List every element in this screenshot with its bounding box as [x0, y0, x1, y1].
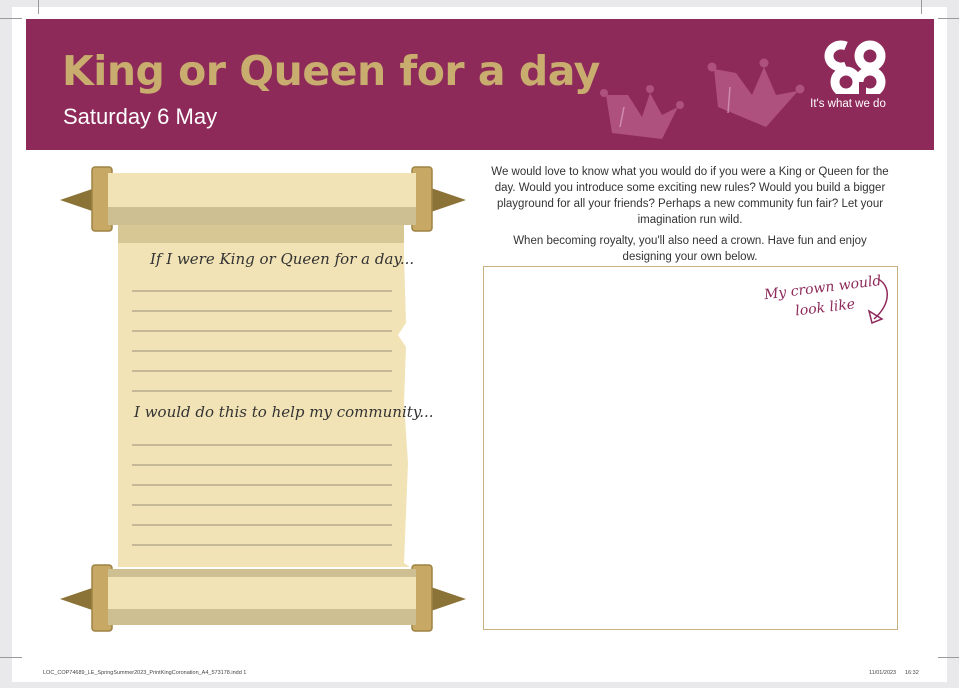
crown-box-label: My crown would look like [763, 272, 883, 320]
intro-text [490, 164, 890, 270]
coop-logo [786, 30, 908, 94]
footer-time: 16:32 [905, 670, 919, 676]
crop-mark [938, 657, 959, 658]
curved-arrow-icon [860, 275, 900, 330]
scroll-icon [58, 163, 468, 635]
event-date: Saturday 6 May [63, 104, 218, 129]
crown-drawing-box[interactable] [483, 266, 898, 630]
crop-mark [938, 18, 959, 19]
brand-tagline: It's what we do [810, 98, 886, 110]
footer-date: 11/01/2023 [869, 670, 897, 676]
intro-paragraph: When becoming royalty, you'll also need a crown. Have fun and enjoy designing your own below. [513, 235, 867, 263]
crop-mark [921, 0, 922, 14]
intro-paragraph: We would love to know what you would do if you were a King or Queen for the day. Would you introduce some exciting new rules? Would you build a bigger playground for all your friends? Perhaps a new community fun fair? Let your imagination run wild. [491, 166, 889, 226]
crown-icon [566, 43, 816, 153]
scroll-prompt-king-queen: If I were King or Queen for a day... [150, 250, 415, 268]
crop-mark [38, 0, 39, 14]
scroll-prompt-community: I would do this to help my community... [134, 403, 434, 421]
page-title: King or Queen for a day [62, 47, 600, 95]
footer-filename: LOC_COP74689_LE_SpringSummer2023_PrintKingCoronation_A4_573178.indd 1 [43, 670, 247, 676]
crop-mark [0, 18, 22, 19]
crop-mark [0, 657, 22, 658]
